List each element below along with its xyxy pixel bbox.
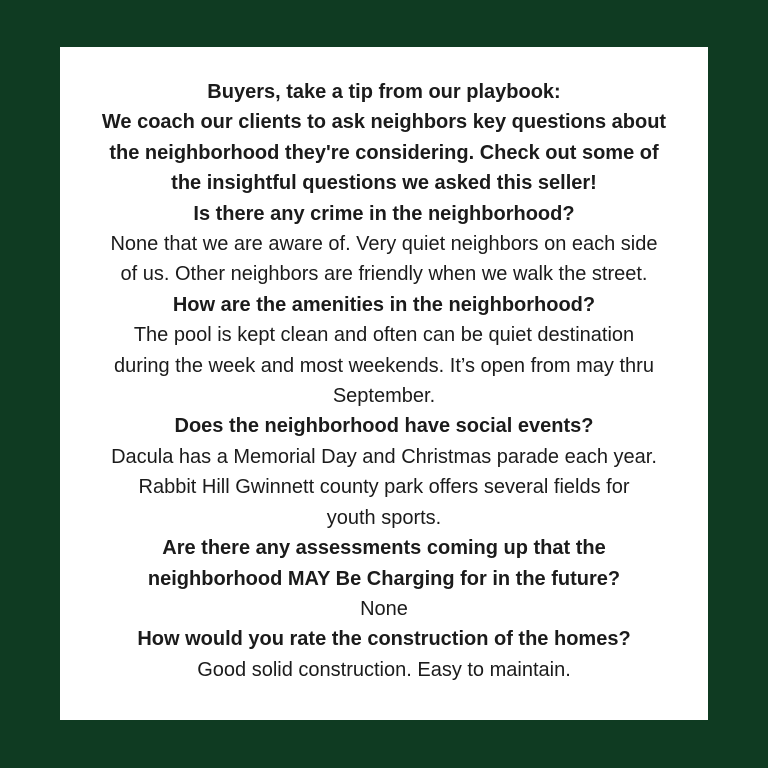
intro-text-line: We coach our clients to ask neighbors key questions about: [101, 111, 667, 134]
answer-amenities: September.: [332, 385, 436, 408]
intro-heading: Buyers, take a tip from our playbook:: [207, 81, 561, 103]
question-crime: Is there any crime in the neighborhood?: [193, 202, 575, 225]
text-card: [60, 47, 708, 720]
question-construction: How would you rate the construction of the homes?: [137, 628, 631, 651]
question-amenities: How are the amenities in the neighborhood?: [172, 293, 596, 316]
answer-social-events: Dacula has a Memorial Day and Christmas parade each year.: [111, 445, 657, 468]
answer-construction: Good solid construction. Easy to maintain.: [197, 658, 571, 681]
question-social-events: Does the neighborhood have social events?: [174, 415, 594, 438]
question-assessments: Are there any assessments coming up that the: [162, 537, 606, 560]
intro-text-line: the neighborhood they're considering. Check out some of: [109, 141, 659, 164]
intro-text-line: the insightful questions we asked this seller!: [171, 172, 597, 195]
answer-crime: None that we are aware of. Very quiet neighbors on each side: [110, 233, 658, 256]
answer-amenities: during the week and most weekends. It’s open from may thru: [114, 354, 654, 377]
question-assessments: neighborhood MAY Be Charging for in the future?: [147, 567, 621, 590]
answer-crime: of us. Other neighbors are friendly when we walk the street.: [120, 263, 648, 286]
answer-assessments: None: [360, 597, 408, 620]
answer-social-events: youth sports.: [326, 506, 442, 529]
answer-amenities: The pool is kept clean and often can be quiet destination: [133, 324, 635, 347]
answer-social-events: Rabbit Hill Gwinnett county park offers several fields for: [138, 476, 630, 499]
